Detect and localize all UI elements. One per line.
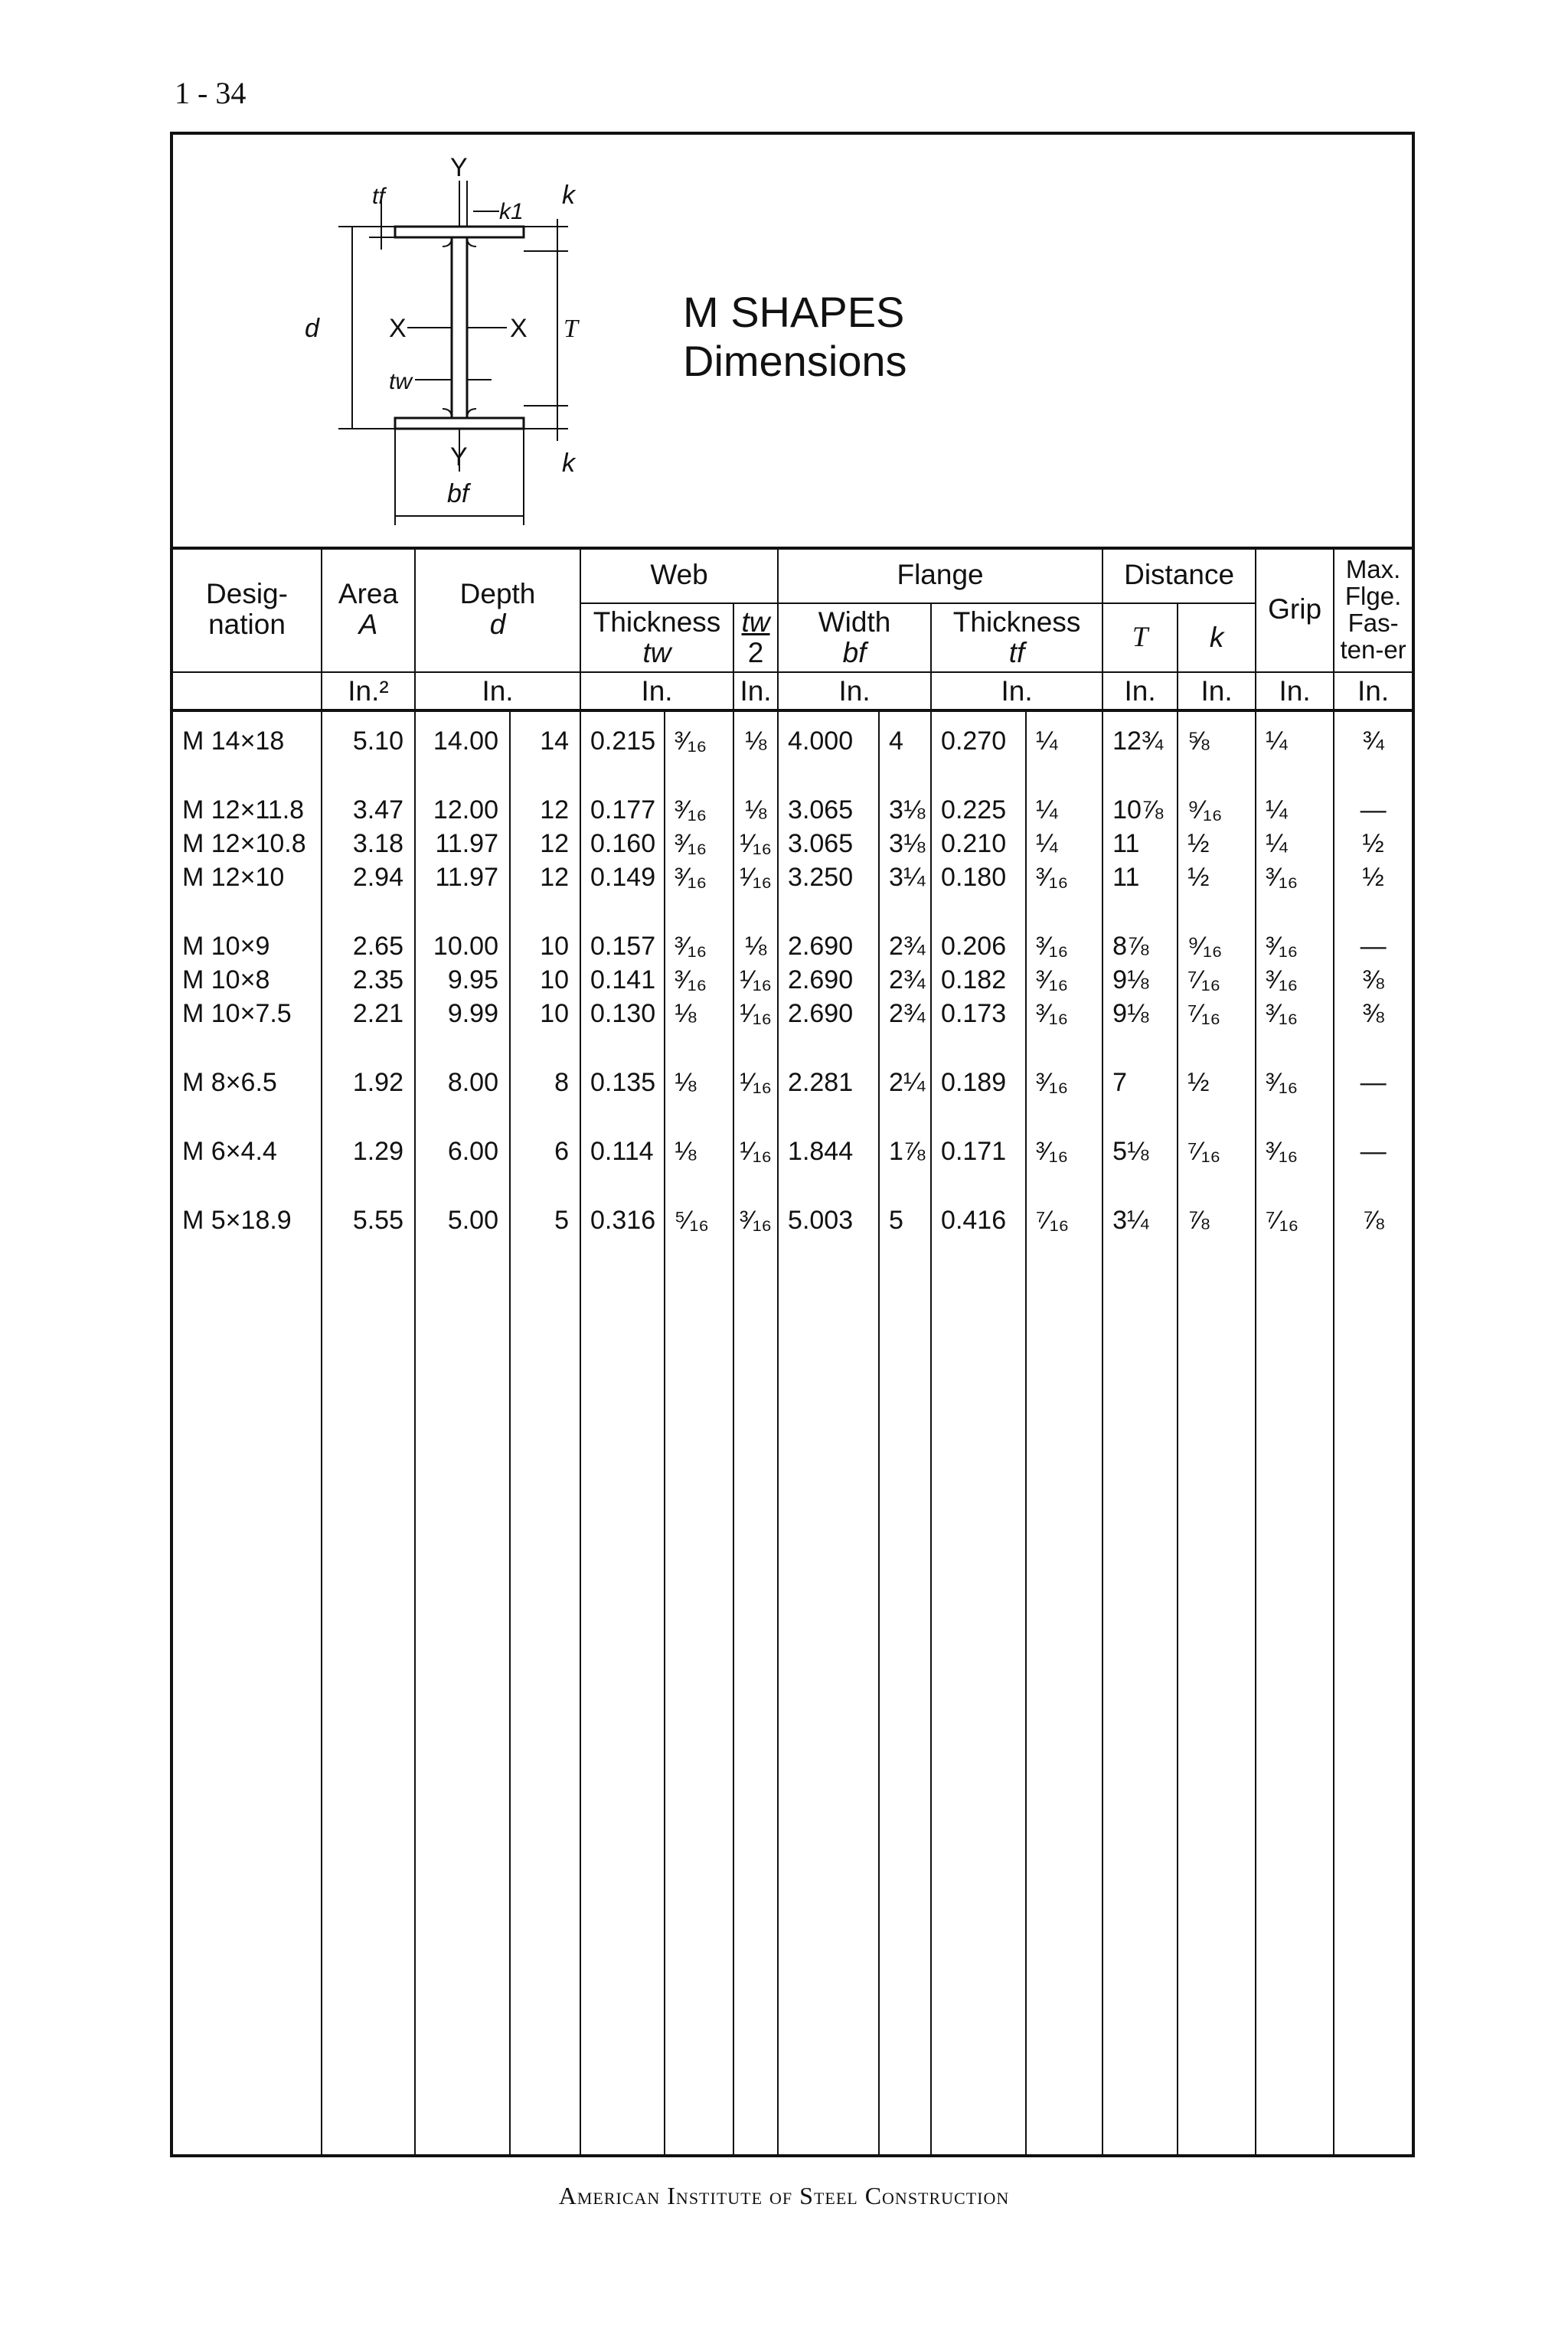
cell-grip: ³⁄₁₆ (1256, 1135, 1334, 1168)
cell-tw: 0.141 (580, 963, 665, 997)
cell-des: M 12×11.8 (182, 795, 305, 824)
cell-tf-f: ³⁄₁₆ (1026, 929, 1102, 963)
cell-A: 3.18 (322, 827, 415, 860)
cell-A: 1.29 (322, 1135, 415, 1168)
table-row (173, 860, 1412, 894)
cell-d: 9.99 (415, 997, 510, 1030)
cell-max: — (1334, 929, 1412, 963)
t-header: T (1102, 603, 1178, 672)
cell-T: 12¾ (1102, 724, 1178, 758)
title-line-1: M SHAPES (683, 288, 905, 336)
spacer-row (173, 1168, 1412, 1203)
cell-bf-f: 1⅞ (879, 1135, 931, 1168)
cell-d: 12.00 (415, 793, 510, 827)
cell-bf: 2.690 (778, 929, 879, 963)
flange-header: Flange (778, 547, 1102, 603)
unit-area: In.² (322, 672, 415, 710)
cell-bf-f: 2¼ (879, 1066, 931, 1099)
cell-d2: 5 (510, 1203, 580, 1237)
cell-tf-f: ¼ (1026, 724, 1102, 758)
cell-d2: 10 (510, 929, 580, 963)
cell-k: ⁷⁄₁₆ (1178, 997, 1256, 1030)
cell-tf: 0.225 (931, 793, 1026, 827)
tw-label: tw (389, 369, 412, 394)
unit-k: In. (1178, 672, 1256, 710)
cell-T: 11 (1102, 860, 1178, 894)
cell-tf-f: ¼ (1026, 827, 1102, 860)
cell-max: — (1334, 1066, 1412, 1099)
cell-tw: 0.149 (580, 860, 665, 894)
cell-T: 3¼ (1102, 1203, 1178, 1237)
cell-grip: ¼ (1256, 724, 1334, 758)
web-thickness-header: Thickness tw (580, 603, 733, 672)
cell-tw2: ⅛ (733, 724, 778, 758)
spacer-row (173, 1237, 1412, 2156)
cell-k: ⁹⁄₁₆ (1178, 793, 1256, 827)
cell-tf-f: ³⁄₁₆ (1026, 1066, 1102, 1099)
cell-d: 10.00 (415, 929, 510, 963)
cell-tw2: ¹⁄₁₆ (733, 860, 778, 894)
cell-max: ⅜ (1334, 963, 1412, 997)
spacer-row (173, 758, 1412, 793)
designation-header: Desig-nation (206, 577, 288, 640)
cell-tw: 0.177 (580, 793, 665, 827)
cell-tw: 0.157 (580, 929, 665, 963)
cell-bf: 2.690 (778, 997, 879, 1030)
cell-A: 2.35 (322, 963, 415, 997)
cell-bf-f: 3¼ (879, 860, 931, 894)
cell-tf-f: ³⁄₁₆ (1026, 963, 1102, 997)
cell-tw2: ¹⁄₁₆ (733, 963, 778, 997)
cell-k: ⁷⁄₁₆ (1178, 1135, 1256, 1168)
cell-d2: 12 (510, 793, 580, 827)
cell-A: 5.55 (322, 1203, 415, 1237)
table-title (683, 288, 907, 386)
publisher-footer: American Institute of Steel Construction (558, 2182, 1010, 2209)
cell-tw: 0.160 (580, 827, 665, 860)
cell-tf-f: ³⁄₁₆ (1026, 997, 1102, 1030)
spacer-row (173, 894, 1412, 929)
cell-d2: 14 (510, 724, 580, 758)
k-bottom-label: k (562, 449, 575, 478)
cell-d: 8.00 (415, 1066, 510, 1099)
page-frame (170, 132, 1415, 2157)
max-fastener-header: Max. Flge. Fas-ten-er (1334, 547, 1412, 672)
cell-T: 10⅞ (1102, 793, 1178, 827)
cell-tf: 0.206 (931, 929, 1026, 963)
cell-tw-f: ³⁄₁₆ (665, 929, 733, 963)
dimensions-table (173, 547, 1412, 2156)
unit-max: In. (1334, 672, 1412, 710)
cell-bf-f: 2¾ (879, 997, 931, 1030)
cell-bf: 3.065 (778, 827, 879, 860)
cell-tw: 0.130 (580, 997, 665, 1030)
unit-web-thickness: In. (580, 672, 733, 710)
cell-tf: 0.210 (931, 827, 1026, 860)
cell-bf-f: 5 (879, 1203, 931, 1237)
cell-grip: ³⁄₁₆ (1256, 997, 1334, 1030)
cell-grip: ³⁄₁₆ (1256, 963, 1334, 997)
cell-k: ⁹⁄₁₆ (1178, 929, 1256, 963)
cell-grip: ⁷⁄₁₆ (1256, 1203, 1334, 1237)
cell-tf: 0.171 (931, 1135, 1026, 1168)
cell-tw-f: ⅛ (665, 997, 733, 1030)
cell-tw: 0.114 (580, 1135, 665, 1168)
cell-k: ⁷⁄₁₆ (1178, 963, 1256, 997)
cell-tf: 0.416 (931, 1203, 1026, 1237)
cell-bf: 4.000 (778, 724, 879, 758)
d-label: d (305, 314, 319, 343)
cell-tf-f: ¼ (1026, 793, 1102, 827)
cell-tw: 0.316 (580, 1203, 665, 1237)
cell-max: ⅜ (1334, 997, 1412, 1030)
cell-d2: 10 (510, 963, 580, 997)
cell-grip: ¼ (1256, 793, 1334, 827)
cell-des: M 8×6.5 (182, 1068, 277, 1097)
spacer-row (173, 710, 1412, 724)
cell-k: ⅝ (1178, 724, 1256, 758)
table-row (173, 724, 1412, 758)
table-row (173, 1066, 1412, 1099)
cell-tw2: ¹⁄₁₆ (733, 997, 778, 1030)
cell-grip: ³⁄₁₆ (1256, 929, 1334, 963)
cell-bf-f: 2¾ (879, 929, 931, 963)
table-row (173, 793, 1412, 827)
spacer-row (173, 1030, 1412, 1066)
tf-label: tf (372, 184, 385, 209)
table-row (173, 1135, 1412, 1168)
units-blank (173, 672, 322, 710)
cell-tf-f: ³⁄₁₆ (1026, 860, 1102, 894)
unit-flange-thickness: In. (931, 672, 1102, 710)
cell-tf-f: ⁷⁄₁₆ (1026, 1203, 1102, 1237)
cell-tw-f: ³⁄₁₆ (665, 724, 733, 758)
cell-tw-f: ³⁄₁₆ (665, 793, 733, 827)
cell-T: 9⅛ (1102, 997, 1178, 1030)
cell-max: — (1334, 793, 1412, 827)
cell-tw-f: ⁵⁄₁₆ (665, 1203, 733, 1237)
title-block (173, 135, 1412, 550)
cell-d2: 12 (510, 827, 580, 860)
cell-T: 9⅛ (1102, 963, 1178, 997)
k-top-label: k (562, 181, 575, 210)
t-label: T (564, 315, 578, 343)
cell-max: — (1334, 1135, 1412, 1168)
distance-header: Distance (1102, 547, 1256, 603)
table-body (173, 710, 1412, 2156)
cell-des: M 10×9 (182, 932, 270, 961)
cell-k: ⅞ (1178, 1203, 1256, 1237)
cell-A: 5.10 (322, 724, 415, 758)
cell-max: ½ (1334, 827, 1412, 860)
cell-max: ¾ (1334, 724, 1412, 758)
table-row (173, 1203, 1412, 1237)
cell-bf: 3.065 (778, 793, 879, 827)
cell-tw: 0.215 (580, 724, 665, 758)
cell-des: M 10×8 (182, 965, 270, 994)
x-left-label: X (389, 314, 407, 343)
cell-des: M 5×18.9 (182, 1206, 292, 1235)
cell-d: 5.00 (415, 1203, 510, 1237)
unit-tw2: In. (733, 672, 778, 710)
y-bottom-label: Y (450, 442, 468, 472)
cell-T: 5⅛ (1102, 1135, 1178, 1168)
x-right-label: X (510, 314, 528, 343)
cell-d2: 10 (510, 997, 580, 1030)
area-header: Area A (322, 547, 415, 672)
cell-des: M 12×10 (182, 863, 285, 892)
cell-grip: ³⁄₁₆ (1256, 860, 1334, 894)
cell-T: 11 (1102, 827, 1178, 860)
cell-tw2: ³⁄₁₆ (733, 1203, 778, 1237)
table-row (173, 827, 1412, 860)
cell-d2: 12 (510, 860, 580, 894)
cell-tw: 0.135 (580, 1066, 665, 1099)
unit-grip: In. (1256, 672, 1334, 710)
cell-T: 7 (1102, 1066, 1178, 1099)
cell-tw2: ¹⁄₁₆ (733, 1135, 778, 1168)
cell-tw-f: ⅛ (665, 1066, 733, 1099)
flange-thickness-header: Thickness tf (931, 603, 1102, 672)
cell-A: 2.94 (322, 860, 415, 894)
table-row (173, 997, 1412, 1030)
cell-tw-f: ³⁄₁₆ (665, 963, 733, 997)
cell-d: 14.00 (415, 724, 510, 758)
tw2-header: tw 2 (733, 603, 778, 672)
cell-d: 11.97 (415, 860, 510, 894)
cell-bf: 2.690 (778, 963, 879, 997)
k-header: k (1178, 603, 1256, 672)
cell-max: ⅞ (1334, 1203, 1412, 1237)
cell-grip: ³⁄₁₆ (1256, 1066, 1334, 1099)
cell-tw-f: ³⁄₁₆ (665, 860, 733, 894)
cell-tw-f: ³⁄₁₆ (665, 827, 733, 860)
cell-des: M 6×4.4 (182, 1137, 277, 1166)
cell-bf: 5.003 (778, 1203, 879, 1237)
cell-k: ½ (1178, 860, 1256, 894)
cell-A: 3.47 (322, 793, 415, 827)
cell-bf: 2.281 (778, 1066, 879, 1099)
cell-des: M 12×10.8 (182, 829, 306, 858)
bf-label: bf (447, 479, 469, 508)
cell-tf: 0.270 (931, 724, 1026, 758)
cell-tw2: ¹⁄₁₆ (733, 1066, 778, 1099)
table-row (173, 963, 1412, 997)
width-header: Width bf (778, 603, 931, 672)
cell-bf: 3.250 (778, 860, 879, 894)
spacer-row (173, 1099, 1412, 1135)
cell-grip: ¼ (1256, 827, 1334, 860)
m-shape-diagram (247, 150, 645, 533)
cell-k: ½ (1178, 827, 1256, 860)
cell-bf: 1.844 (778, 1135, 879, 1168)
unit-t: In. (1102, 672, 1178, 710)
grip-header: Grip (1256, 547, 1334, 672)
cell-d: 11.97 (415, 827, 510, 860)
cell-d: 9.95 (415, 963, 510, 997)
y-top-label: Y (450, 153, 468, 182)
cell-des: M 10×7.5 (182, 999, 292, 1028)
cell-tf: 0.189 (931, 1066, 1026, 1099)
cell-tw2: ¹⁄₁₆ (733, 827, 778, 860)
cell-max: ½ (1334, 860, 1412, 894)
cell-A: 2.21 (322, 997, 415, 1030)
cell-bf-f: 4 (879, 724, 931, 758)
cell-tf-f: ³⁄₁₆ (1026, 1135, 1102, 1168)
cell-tf: 0.173 (931, 997, 1026, 1030)
cell-tf: 0.180 (931, 860, 1026, 894)
cell-bf-f: 2¾ (879, 963, 931, 997)
table-row (173, 929, 1412, 963)
cell-tf: 0.182 (931, 963, 1026, 997)
cell-d2: 6 (510, 1135, 580, 1168)
cell-tw2: ⅛ (733, 793, 778, 827)
cell-bf-f: 3⅛ (879, 793, 931, 827)
cell-A: 1.92 (322, 1066, 415, 1099)
cell-des: M 14×18 (182, 727, 285, 756)
cell-A: 2.65 (322, 929, 415, 963)
cell-tw2: ⅛ (733, 929, 778, 963)
unit-width: In. (778, 672, 931, 710)
cell-tw-f: ⅛ (665, 1135, 733, 1168)
title-line-2: Dimensions (683, 337, 907, 385)
cell-d2: 8 (510, 1066, 580, 1099)
k1-label: k1 (499, 199, 524, 224)
cell-k: ½ (1178, 1066, 1256, 1099)
depth-header: Depth d (415, 547, 580, 672)
page-number: 1 - 34 (175, 76, 247, 110)
unit-depth: In. (415, 672, 580, 710)
cell-bf-f: 3⅛ (879, 827, 931, 860)
web-header: Web (580, 547, 778, 603)
cell-T: 8⅞ (1102, 929, 1178, 963)
cell-d: 6.00 (415, 1135, 510, 1168)
